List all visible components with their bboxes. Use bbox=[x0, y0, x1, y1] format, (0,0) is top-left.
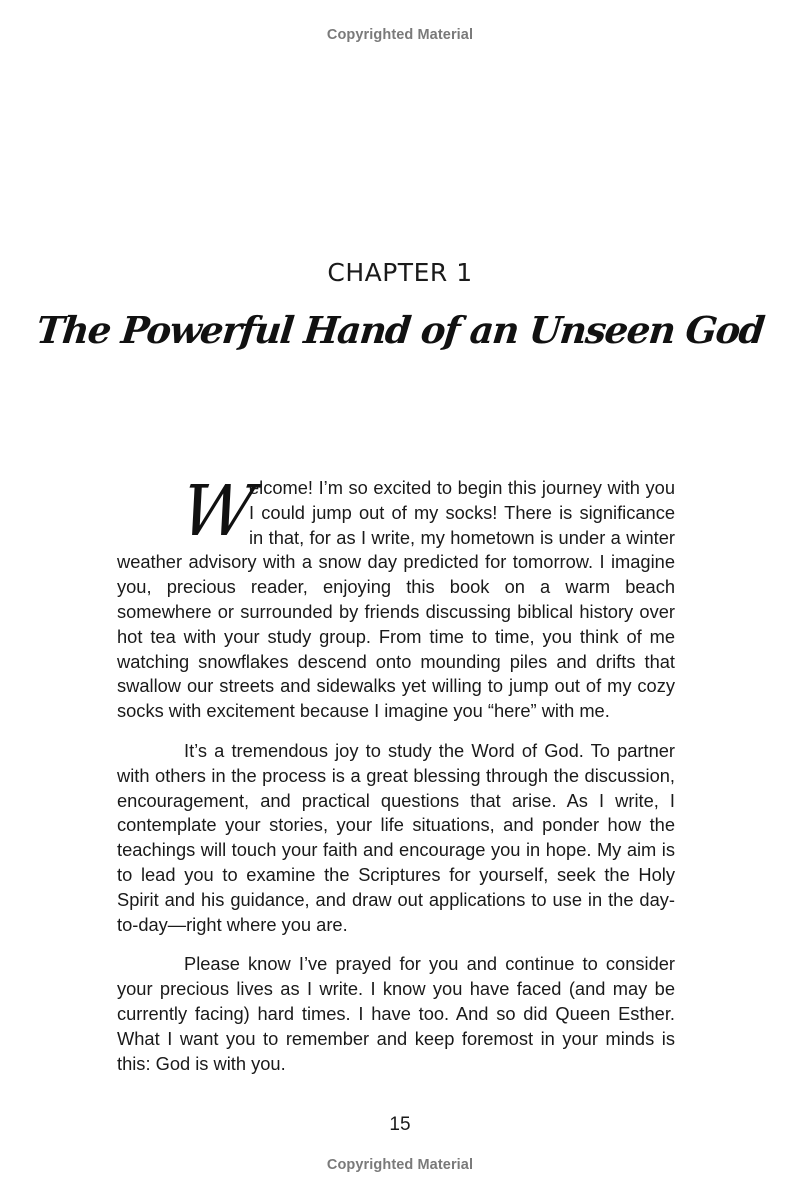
drop-cap: W bbox=[175, 470, 260, 552]
chapter-label: CHAPTER 1 bbox=[327, 258, 473, 287]
chapter-body bbox=[117, 470, 675, 1091]
page-number: 15 bbox=[389, 1114, 411, 1135]
copyright-watermark-bottom: Copyrighted Material bbox=[326, 1157, 474, 1173]
paragraph-3: Please know I’ve prayed for you and continue to consider your precious lives as I write. I know you have faced (and may be currently facing) hard times. I have too. And so did Queen Esther. What I want you to remember and keep foremost in your minds is this: God is with you. bbox=[117, 953, 675, 1074]
paragraph-2: It’s a tremendous joy to study the Word of God. To partner with others in the process is a great blessing through the discussion, encouragement, and practical questions that arise. As I write, I contemplate your stories, your life situations, and ponder how the teachings will touch your faith and encourage you in hope. My aim is to lead you to examine the Scriptures for yourself, seek the Holy Spirit and his guidance, and draw out applications to use in the day-to-day—right where you are. bbox=[117, 739, 675, 935]
paragraph-1 bbox=[117, 470, 675, 724]
chapter-title: The Powerful Hand of an Unseen God bbox=[34, 308, 766, 352]
copyright-watermark-top: Copyrighted Material bbox=[326, 27, 474, 43]
paragraph-text: elcome! I’m so excited to begin this journey with you I could jump out of my socks! There is significance in that, for as I write, my hometown is under a winter weather advisory with a snow day predicted for tomorrow. I imagine you, precious reader, enjoying this book on a warm beach somewhere or surrounded by friends discussing biblical history over hot tea with your study group. From time to time, you think of me watching snowflakes descend onto mounding piles and drifts that swallow our streets and sidewalks yet willing to jump out of my cozy socks with excitement because I imagine you “here” with me. bbox=[117, 477, 675, 722]
